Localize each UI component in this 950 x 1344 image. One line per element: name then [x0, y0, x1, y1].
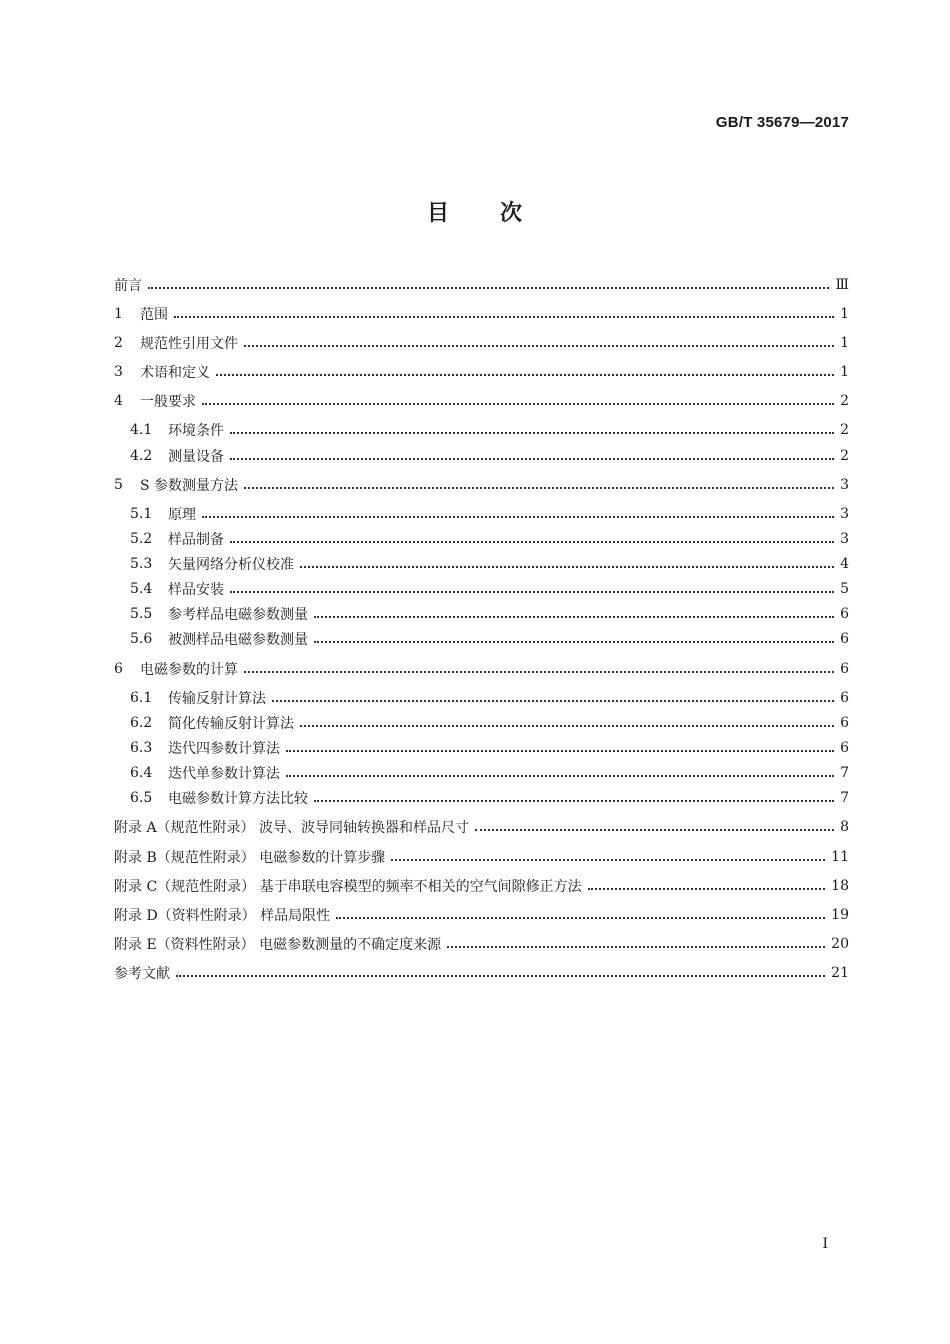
dot-leader	[230, 458, 834, 460]
toc-entry[interactable]	[114, 903, 849, 927]
toc-entry[interactable]	[114, 273, 849, 297]
toc-entry-label: 简化传输反射计算法	[168, 716, 294, 732]
title-char-1: 目	[426, 201, 450, 226]
toc-entry-number: 5.5	[130, 606, 153, 622]
toc-entry-number: 2	[114, 335, 123, 351]
toc-entry-number: 5.4	[130, 581, 153, 597]
dot-leader	[202, 516, 834, 518]
toc-entry-label: 矢量网络分析仪校准	[168, 557, 294, 573]
dot-leader	[230, 432, 834, 434]
dot-leader	[244, 671, 834, 673]
toc-entry-page: 6	[840, 740, 849, 756]
toc-entry-page: 3	[840, 477, 849, 493]
dot-leader	[588, 888, 826, 890]
toc-entry[interactable]	[114, 444, 849, 468]
dot-leader	[174, 316, 834, 318]
toc-entry-page: 7	[840, 765, 849, 781]
toc-entry-page: 6	[840, 606, 849, 622]
toc-entry-number: 6.1	[130, 690, 153, 706]
toc-entry-number: 4.2	[130, 448, 153, 464]
toc-entry-page: 1	[840, 306, 849, 322]
toc-entry-label: S 参数测量方法	[140, 478, 239, 494]
toc-entry-label: 范围	[140, 307, 168, 323]
dot-leader	[314, 616, 834, 618]
toc-entry-label: 迭代单参数计算法	[168, 766, 280, 782]
dot-leader	[475, 829, 834, 831]
toc-entry[interactable]	[114, 331, 849, 355]
toc-entry[interactable]	[114, 845, 849, 869]
dot-leader	[216, 374, 834, 376]
toc-entry-page: 3	[840, 531, 849, 547]
toc-entry-page: Ⅲ	[835, 277, 849, 293]
toc-entry-label: 传输反射计算法	[168, 691, 266, 707]
toc-entry[interactable]	[114, 577, 849, 601]
toc-entry-label: 样品制备	[168, 532, 224, 548]
toc-entry-page: 1	[840, 364, 849, 380]
toc-entry-number: 4	[114, 393, 123, 409]
toc-entry-label: 样品安装	[168, 582, 224, 598]
toc-entry[interactable]	[114, 527, 849, 551]
dot-leader	[176, 975, 825, 977]
toc-entry[interactable]	[114, 502, 849, 526]
toc-entry-page: 2	[840, 393, 849, 409]
page-title	[0, 196, 950, 227]
dot-leader	[244, 345, 834, 347]
title-char-2: 次	[500, 201, 524, 226]
toc-entry-number: 3	[114, 364, 123, 380]
toc-entry-label: 迭代四参数计算法	[168, 741, 280, 757]
toc-entry-number: 5.3	[130, 556, 153, 572]
toc-entry-page: 4	[840, 556, 849, 572]
standard-code: GB/T 35679—2017	[715, 114, 849, 131]
toc-entry-label: 附录 C（规范性附录） 基于串联电容模型的频率不相关的空气间隙修正方法	[114, 879, 582, 895]
toc-entry-page: 8	[840, 819, 849, 835]
dot-leader	[202, 403, 834, 405]
dot-leader	[336, 917, 825, 919]
dot-leader	[314, 800, 834, 802]
toc-entry-label: 规范性引用文件	[140, 336, 238, 352]
dot-leader	[300, 725, 834, 727]
toc-entry-page: 5	[840, 581, 849, 597]
toc-entry[interactable]	[114, 786, 849, 810]
toc-entry[interactable]	[114, 815, 849, 839]
toc-entry-label: 参考文献	[114, 966, 170, 982]
toc-entry[interactable]	[114, 360, 849, 384]
toc-entry-page: 2	[840, 422, 849, 438]
toc-entry[interactable]	[114, 961, 849, 985]
toc-entry[interactable]	[114, 552, 849, 576]
toc-entry-number: 6.4	[130, 765, 153, 781]
toc-entry[interactable]	[114, 686, 849, 710]
toc-entry-number: 6.5	[130, 790, 153, 806]
toc-entry-label: 被测样品电磁参数测量	[168, 632, 308, 648]
toc-entry-page: 11	[831, 849, 849, 865]
dot-leader	[300, 566, 834, 568]
toc-entry-number: 4.1	[130, 422, 153, 438]
toc-entry-page: 21	[831, 965, 849, 981]
toc-entry-page: 6	[840, 715, 849, 731]
dot-leader	[230, 541, 834, 543]
toc-entry-page: 1	[840, 335, 849, 351]
toc-entry-page: 3	[840, 506, 849, 522]
toc-entry-label: 附录 D（资料性附录） 样品局限性	[114, 908, 331, 924]
dot-leader	[244, 487, 834, 489]
toc-entry-number: 6.3	[130, 740, 153, 756]
toc-entry-number: 1	[114, 306, 123, 322]
footer-page-number: I	[822, 1236, 828, 1252]
toc-entry-page: 2	[840, 448, 849, 464]
toc-entry-label: 附录 E（资料性附录） 电磁参数测量的不确定度来源	[114, 937, 442, 953]
toc-entry-label: 附录 B（规范性附录） 电磁参数的计算步骤	[114, 850, 386, 866]
toc-entry-number: 5.6	[130, 631, 153, 647]
toc-entry[interactable]	[114, 932, 849, 956]
toc-entry-page: 19	[831, 907, 849, 923]
toc-entry-label: 原理	[168, 507, 196, 523]
dot-leader	[286, 775, 834, 777]
toc-entry-label: 术语和定义	[140, 365, 210, 381]
toc-entry-number: 5	[114, 477, 123, 493]
dot-leader	[148, 287, 829, 289]
dot-leader	[447, 946, 825, 948]
toc-entry-page: 6	[840, 690, 849, 706]
toc-entry-label: 环境条件	[168, 423, 224, 439]
dot-leader	[230, 591, 834, 593]
toc-entry-number: 5.2	[130, 531, 153, 547]
toc-entry[interactable]	[114, 736, 849, 760]
toc-entry[interactable]	[114, 602, 849, 626]
toc-entry-label: 参考样品电磁参数测量	[168, 607, 308, 623]
toc-entry-label: 电磁参数计算方法比较	[168, 791, 308, 807]
toc-entry-number: 6.2	[130, 715, 153, 731]
toc-entry-page: 18	[831, 878, 849, 894]
toc-entry-label: 测量设备	[168, 449, 224, 465]
toc-entry-number: 6	[114, 661, 123, 677]
toc-entry[interactable]	[114, 302, 849, 326]
toc-entry-page: 20	[831, 936, 849, 952]
toc-entry-page: 6	[840, 661, 849, 677]
toc-entry-page: 7	[840, 790, 849, 806]
toc-entry-page: 6	[840, 631, 849, 647]
toc-entry-label: 前言	[114, 278, 142, 294]
toc-entry-label: 一般要求	[140, 394, 196, 410]
toc-entry[interactable]	[114, 418, 849, 442]
toc-entry[interactable]	[114, 473, 849, 497]
toc-entry[interactable]	[114, 389, 849, 413]
dot-leader	[314, 641, 834, 643]
toc-entry[interactable]	[114, 711, 849, 735]
toc-entry[interactable]	[114, 761, 849, 785]
toc-entry[interactable]	[114, 874, 849, 898]
toc-entry[interactable]	[114, 657, 849, 681]
toc-entry[interactable]	[114, 627, 849, 651]
dot-leader	[272, 700, 834, 702]
dot-leader	[286, 750, 834, 752]
toc-entry-number: 5.1	[130, 506, 153, 522]
toc-entry-label: 附录 A（规范性附录） 波导、波导同轴转换器和样品尺寸	[114, 820, 470, 836]
toc-entry-label: 电磁参数的计算	[140, 662, 238, 678]
dot-leader	[391, 859, 825, 861]
